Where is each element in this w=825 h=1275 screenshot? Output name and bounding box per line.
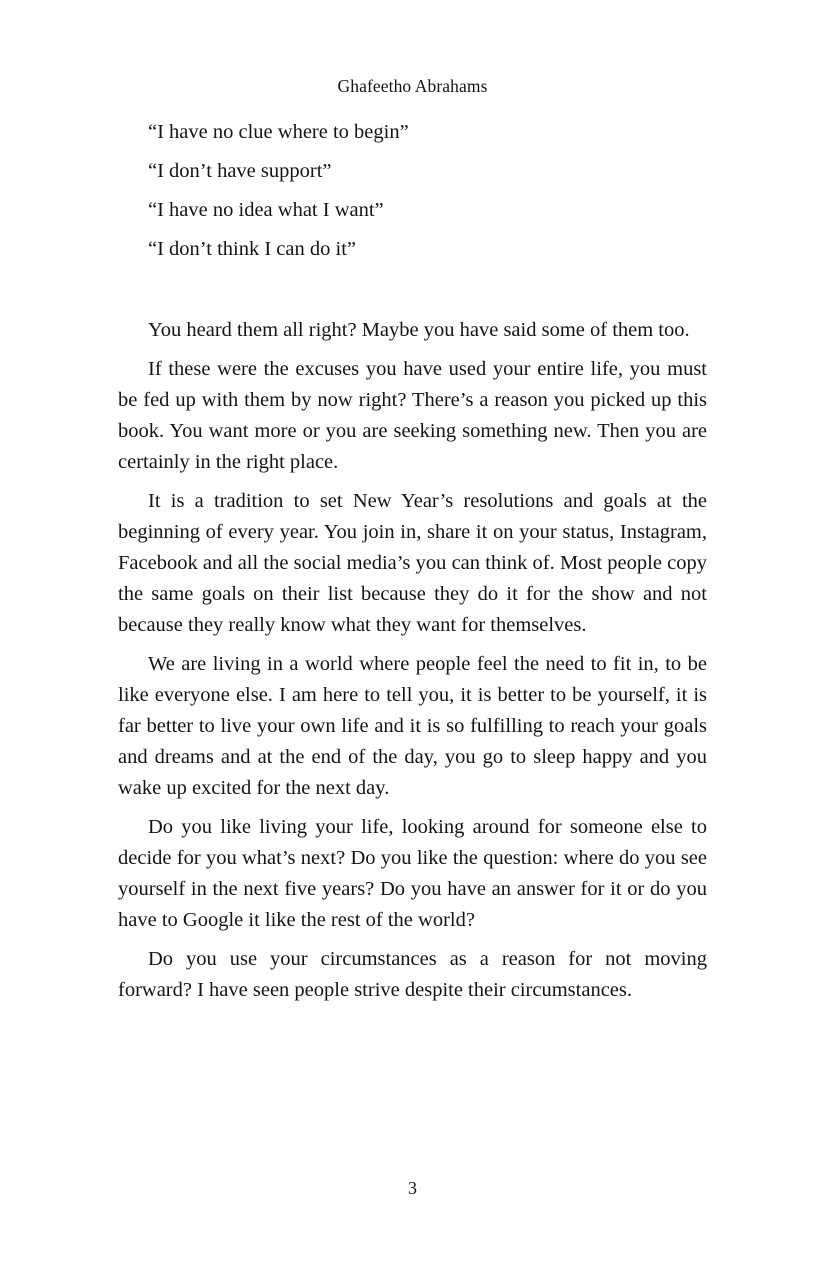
paragraph: If these were the excuses you have used your entire life, you must be fed up with them by now right? There’s a reason you picked up this book. You want more or you are seeking something new. Then you are certainly in the right place. bbox=[118, 358, 707, 473]
paragraph: Do you use your circumstances as a reason for not moving forward? I have seen people strive despite their circumstances. bbox=[118, 948, 707, 1001]
paragraph: We are living in a world where people feel the need to fit in, to be like everyone else. I am here to tell you, it is better to be yourself, it is far better to live your own life and it is so fulfilling to reach your goals and dreams and at the end of the day, you go to sleep happy and you wake up excited for the next day. bbox=[118, 653, 707, 799]
quote-line: “I don’t think I can do it” bbox=[148, 238, 356, 260]
quote-line: “I don’t have support” bbox=[148, 160, 332, 182]
page-number: 3 bbox=[408, 1178, 417, 1198]
paragraph: You heard them all right? Maybe you have said some of them too. bbox=[148, 319, 690, 341]
paragraph: It is a tradition to set New Year’s resolutions and goals at the beginning of every year. You join in, share it on your status, Instagram, Facebook and all the social media’s you can think of. Most people copy the same goals on their list because they do it for the show and not because they really know what they want for themselves. bbox=[118, 490, 707, 636]
body-text bbox=[118, 315, 707, 1014]
quote-line: “I have no idea what I want” bbox=[148, 199, 384, 221]
running-header-author: Ghafeetho Abrahams bbox=[337, 76, 488, 96]
quote-list bbox=[148, 119, 708, 275]
quote-line: “I have no clue where to begin” bbox=[148, 121, 409, 143]
paragraph: Do you like living your life, looking around for someone else to decide for you what’s next? Do you like the question: where do you see yourself in the next five years? Do you have an answer for it or do you have to Google it like the rest of the world? bbox=[118, 816, 707, 931]
